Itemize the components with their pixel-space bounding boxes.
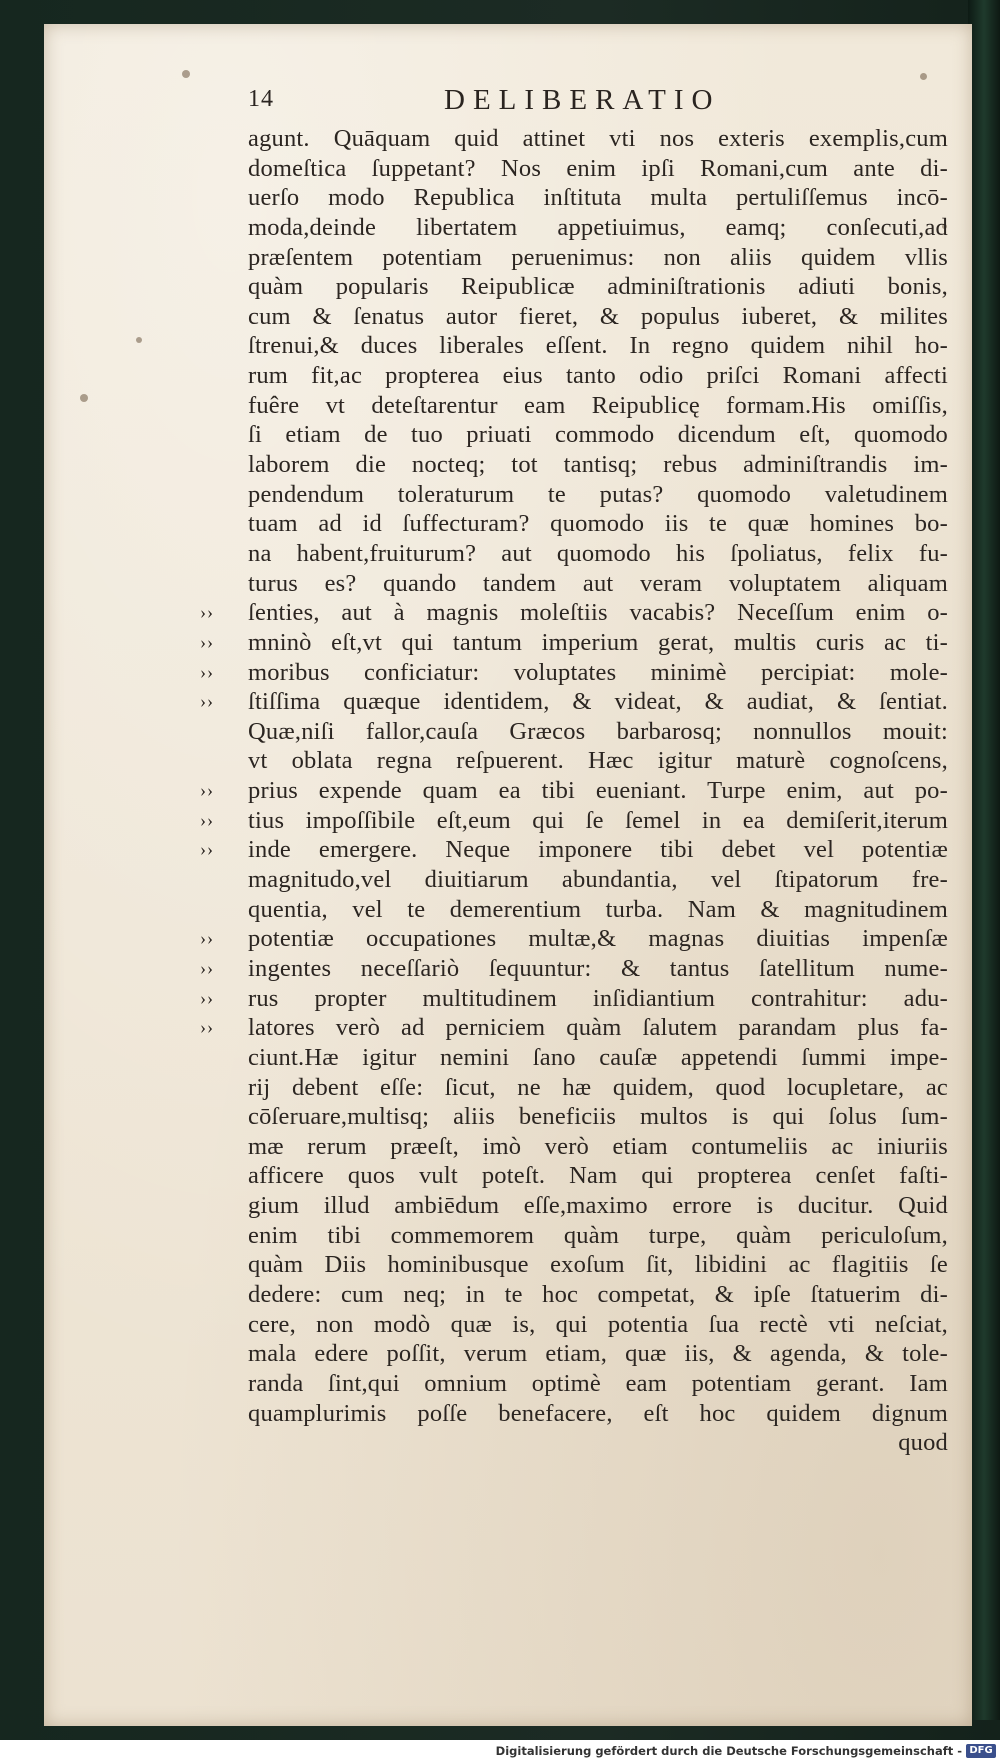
book-spine-edge [968, 0, 1000, 1720]
text-line: ſtrenui,& duces liberales eſſent. In regno quidem nihil ho- [248, 332, 948, 360]
text-line: rij debent eſſe: ſicut, ne hæ quidem, quod locupletare, ac [248, 1073, 948, 1101]
text-line: ſtiſſima quæque identidem, & videat, & audiat, & ſentiat. ›› [200, 688, 948, 716]
text-line: mala edere poſſit, verum etiam, quæ iis, & agenda, & tole- [248, 1340, 948, 1368]
running-title: DELIBERATIO [444, 84, 721, 116]
text-line: quentia, vel te demerentium turba. Nam & magnitudinem [248, 895, 948, 923]
text-line: fuêre vt deteſtarentur eam Reipublicę formam.His omiſſis, [248, 391, 948, 419]
foxing-spot [136, 337, 142, 343]
text-line: turus es? quando tandem aut veram voluptatem aliquam [248, 569, 948, 597]
foxing-spot [80, 394, 88, 402]
quotation-marker: ›› [200, 987, 214, 1008]
text-line: uerſo modo Republica inſtituta multa pertuliſſemus incō- [248, 184, 948, 212]
text-line: cum & ſenatus autor fieret, & populus iuberet, & milites [248, 302, 948, 330]
quotation-marker: ›› [200, 928, 214, 949]
text-line: rus propter multitudinem inſidiantium contrahitur: adu- ›› [200, 984, 948, 1012]
quotation-marker: ›› [200, 809, 214, 830]
text-line: cere, non modò quæ is, qui potentia ſua rectè vti neſciat, [248, 1310, 948, 1338]
text-line: cōſeruare,multisq; aliis beneficiis multos is qui ſolus ſum- [248, 1103, 948, 1131]
text-line: tius impoſſibile eſt,eum qui ſe ſemel in ea demiſerit,iterum ›› [200, 806, 948, 834]
text-line: magnitudo,vel diuitiarum abundantia, vel ſtipatorum fre- [248, 866, 948, 894]
text-line: gium illud ambiēdum eſſe,maximo errore is ducitur. Quid [248, 1192, 948, 1220]
text-line: tuam ad id ſuffecturam? quomodo iis te quæ homines bo- [248, 510, 948, 538]
text-line: dedere: cum neq; in te hoc competat, & ipſe ſtatuerim di- [248, 1280, 948, 1308]
text-line: quàm Diis hominibusque exoſum ſit, libidini ac flagitiis ſe [248, 1251, 948, 1279]
text-line: moribus conficiatur: voluptates minimè percipiat: mole- ›› [200, 658, 948, 686]
text-line: pendendum toleraturum te putas? quomodo valetudinem [248, 480, 948, 508]
text-line: ſenties, aut à magnis moleſtiis vacabis? Neceſſum enim o- ›› [200, 599, 948, 627]
text-line: moda,deinde libertatem appetiuimus, eamq; conſecuti,ad [248, 213, 948, 241]
text-line: ſi etiam de tuo priuati commodo dicendum eſt, quomodo [248, 421, 948, 449]
text-line: mæ rerum præeſt, imò verò etiam contumeliis ac iniuriis [248, 1132, 948, 1160]
text-line: randa ſint,qui omnium optimè eam potentiam gerant. Iam [248, 1369, 948, 1397]
text-line: Quæ,niſi fallor,cauſa Græcos barbarosq; nonnullos mouit: [248, 717, 948, 745]
quotation-marker: ›› [200, 1017, 214, 1038]
text-line: enim tibi commemorem quàm turpe, quàm periculoſum, [248, 1221, 948, 1249]
text-line: afficere quos vult poteſt. Nam qui propterea cenſet faſti- [248, 1162, 948, 1190]
digitization-credit: Digitalisierung gefördert durch die Deutsche Forschungsgemeinschaft - [495, 1744, 962, 1758]
text-line: vt oblata regna reſpuerent. Hæc igitur maturè cognoſcens, [248, 747, 948, 775]
text-line: quamplurimis poſſe benefacere, eſt hoc quidem dignum [248, 1399, 948, 1427]
quotation-marker: ›› [200, 780, 214, 801]
page-number: 14 [248, 86, 274, 112]
text-line: domeſtica ſuppetant? Nos enim ipſi Romani,cum ante di- [248, 154, 948, 182]
text-line: potentiæ occupationes multæ,& magnas diuitias impenſæ ›› [200, 925, 948, 953]
text-line: præſentem potentiam peruenimus: non aliis quidem vllis [248, 243, 948, 271]
text-line: latores verò ad perniciem quàm ſalutem parandam plus fa- ›› [200, 1014, 948, 1042]
foxing-spot [920, 73, 927, 80]
quotation-marker: ›› [200, 661, 214, 682]
quotation-marker: ›› [200, 957, 214, 978]
text-line: agunt. Quāquam quid attinet vti nos exteris exemplis,cum [248, 125, 948, 152]
quotation-marker: ›› [200, 631, 214, 652]
text-line: inde emergere. Neque imponere tibi debet vel potentiæ ›› [200, 836, 948, 864]
running-head [248, 84, 848, 124]
text-line: rum fit,ac propterea eius tanto odio priſci Romani affecti [248, 362, 948, 390]
quotation-marker: ›› [200, 691, 214, 712]
text-block [200, 124, 948, 1458]
text-line: ciunt.Hæ igitur nemini ſano cauſæ appetendi ſummi impe- [248, 1043, 948, 1071]
text-line: prius expende quam ea tibi eueniant. Turpe enim, aut po- ›› [200, 777, 948, 805]
text-line: laborem die nocteq; tot tantisq; rebus adminiſtrandis im- [248, 451, 948, 479]
text-line: mninò eſt,vt qui tantum imperium gerat, multis curis ac ti- ›› [200, 628, 948, 656]
footer-strip [0, 1740, 1000, 1763]
text-line: ingentes neceſſariò ſequuntur: & tantus ſatellitum nume- ›› [200, 954, 948, 982]
quotation-marker: ›› [200, 602, 214, 623]
foxing-spot [182, 70, 190, 78]
catchword: quod [898, 1429, 948, 1457]
text-line: na habent,fruiturum? aut quomodo his ſpoliatus, felix fu- [248, 539, 948, 567]
dfg-logo: DFG [966, 1744, 996, 1758]
text-line: quàm popularis Reipublicæ adminiſtrationis adiuti bonis, [248, 273, 948, 301]
quotation-marker: ›› [200, 839, 214, 860]
